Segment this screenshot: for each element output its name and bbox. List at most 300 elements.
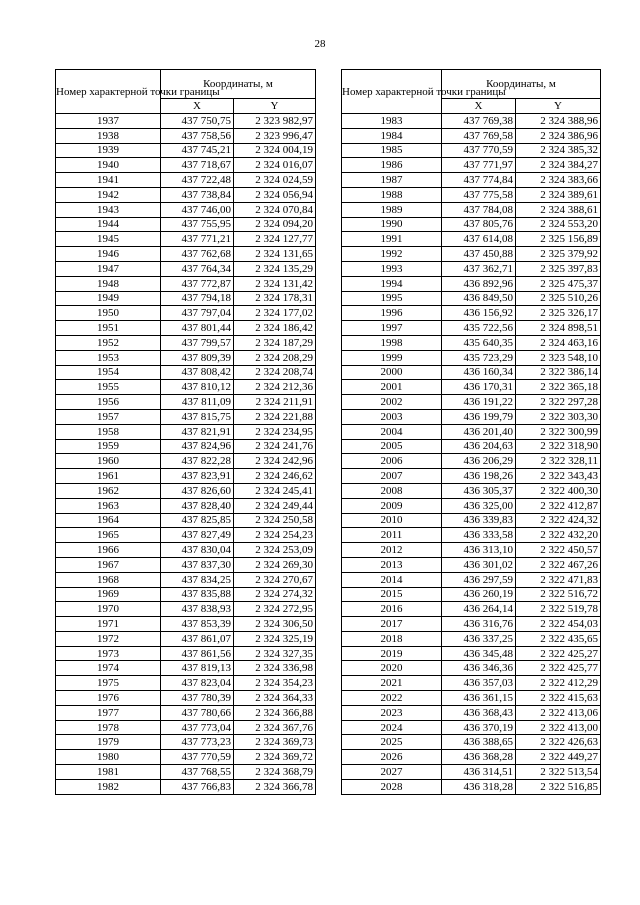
table-row <box>56 513 316 528</box>
x-coordinate-cell: 437 794,18 <box>161 291 234 306</box>
y-coordinate-cell: 2 324 369,72 <box>234 750 316 765</box>
x-coordinate-cell: 436 297,59 <box>442 572 516 587</box>
point-number-cell: 2011 <box>342 528 442 543</box>
x-coordinate-cell: 437 805,76 <box>442 217 516 232</box>
y-coordinate-cell: 2 322 516,72 <box>516 587 601 602</box>
table-row <box>342 483 601 498</box>
table-row <box>342 217 601 232</box>
x-coordinate-cell: 436 264,14 <box>442 602 516 617</box>
x-coordinate-cell: 437 762,68 <box>161 247 234 262</box>
table-row <box>56 424 316 439</box>
x-coordinate-cell: 437 772,87 <box>161 276 234 291</box>
table-row <box>342 661 601 676</box>
table-row <box>56 557 316 572</box>
point-number-cell: 2002 <box>342 395 442 410</box>
x-coordinate-cell: 435 722,56 <box>442 321 516 336</box>
x-coordinate-cell: 437 614,08 <box>442 232 516 247</box>
table-row <box>342 646 601 661</box>
point-number-cell: 2016 <box>342 602 442 617</box>
point-number-cell: 1949 <box>56 291 161 306</box>
y-coordinate-cell: 2 324 272,95 <box>234 602 316 617</box>
y-coordinate-cell: 2 324 004,19 <box>234 143 316 158</box>
x-coordinate-cell: 436 892,96 <box>442 276 516 291</box>
x-coordinate-cell: 437 750,75 <box>161 114 234 129</box>
x-coordinate-cell: 437 823,04 <box>161 676 234 691</box>
table-row <box>342 335 601 350</box>
point-number-cell: 2001 <box>342 380 442 395</box>
x-coordinate-cell: 436 156,92 <box>442 306 516 321</box>
x-coordinate-cell: 437 797,04 <box>161 306 234 321</box>
table-row <box>56 646 316 661</box>
point-number-cell: 2003 <box>342 409 442 424</box>
y-coordinate-cell: 2 324 212,36 <box>234 380 316 395</box>
y-coordinate-cell: 2 324 186,42 <box>234 321 316 336</box>
x-coordinate-cell: 437 718,67 <box>161 158 234 173</box>
y-coordinate-cell: 2 322 513,54 <box>516 765 601 780</box>
point-number-cell: 1998 <box>342 335 442 350</box>
table-row <box>342 409 601 424</box>
point-number-cell: 1952 <box>56 335 161 350</box>
point-number-cell: 1977 <box>56 705 161 720</box>
y-coordinate-cell: 2 324 898,51 <box>516 321 601 336</box>
point-number-cell: 2022 <box>342 691 442 706</box>
table-row <box>56 498 316 513</box>
point-number-cell: 1963 <box>56 498 161 513</box>
x-coordinate-cell: 437 773,23 <box>161 735 234 750</box>
y-coordinate-cell: 2 322 449,27 <box>516 750 601 765</box>
y-coordinate-cell: 2 324 325,19 <box>234 631 316 646</box>
table-row <box>56 350 316 365</box>
table-row <box>56 247 316 262</box>
y-coordinate-cell: 2 324 024,59 <box>234 173 316 188</box>
point-number-cell: 1983 <box>342 114 442 129</box>
table-row <box>342 676 601 691</box>
table-row <box>342 306 601 321</box>
table-row <box>56 114 316 129</box>
table-row <box>56 439 316 454</box>
x-coordinate-cell: 436 333,58 <box>442 528 516 543</box>
point-number-cell: 1975 <box>56 676 161 691</box>
y-coordinate-cell: 2 324 336,98 <box>234 661 316 676</box>
table-row <box>342 114 601 129</box>
x-coordinate-cell: 437 811,09 <box>161 395 234 410</box>
point-number-cell: 1956 <box>56 395 161 410</box>
x-coordinate-cell: 437 771,97 <box>442 158 516 173</box>
point-number-cell: 1990 <box>342 217 442 232</box>
point-number-cell: 2000 <box>342 365 442 380</box>
y-coordinate-cell: 2 324 327,35 <box>234 646 316 661</box>
y-coordinate-cell: 2 325 156,89 <box>516 232 601 247</box>
x-coordinate-cell: 436 849,50 <box>442 291 516 306</box>
x-coordinate-cell: 436 314,51 <box>442 765 516 780</box>
y-coordinate-cell: 2 324 306,50 <box>234 617 316 632</box>
x-coordinate-cell: 437 766,83 <box>161 779 234 794</box>
x-coordinate-cell: 437 780,66 <box>161 705 234 720</box>
y-coordinate-cell: 2 322 365,18 <box>516 380 601 395</box>
y-coordinate-cell: 2 324 016,07 <box>234 158 316 173</box>
x-coordinate-cell: 437 830,04 <box>161 543 234 558</box>
x-coordinate-cell: 437 799,57 <box>161 335 234 350</box>
x-coordinate-cell: 437 746,00 <box>161 202 234 217</box>
point-number-cell: 2025 <box>342 735 442 750</box>
y-coordinate-cell: 2 324 369,73 <box>234 735 316 750</box>
y-coordinate-cell: 2 324 388,96 <box>516 114 601 129</box>
point-number-cell: 1970 <box>56 602 161 617</box>
point-number-cell: 1951 <box>56 321 161 336</box>
y-coordinate-cell: 2 322 318,90 <box>516 439 601 454</box>
table-row <box>342 454 601 469</box>
point-number-cell: 2006 <box>342 454 442 469</box>
table-row <box>342 543 601 558</box>
point-number-cell: 1984 <box>342 128 442 143</box>
y-coordinate-cell: 2 324 254,23 <box>234 528 316 543</box>
x-column-header: X <box>161 99 234 114</box>
y-coordinate-cell: 2 322 454,03 <box>516 617 601 632</box>
x-coordinate-cell: 437 826,60 <box>161 483 234 498</box>
x-coordinate-cell: 437 861,56 <box>161 646 234 661</box>
point-number-cell: 1960 <box>56 454 161 469</box>
x-coordinate-cell: 437 808,42 <box>161 365 234 380</box>
y-coordinate-cell: 2 322 415,63 <box>516 691 601 706</box>
table-row <box>56 631 316 646</box>
table-row <box>342 291 601 306</box>
table-row <box>56 187 316 202</box>
y-coordinate-cell: 2 324 388,61 <box>516 202 601 217</box>
table-row <box>56 705 316 720</box>
y-coordinate-cell: 2 324 250,58 <box>234 513 316 528</box>
table-row <box>342 276 601 291</box>
y-coordinate-cell: 2 322 328,11 <box>516 454 601 469</box>
y-coordinate-cell: 2 322 471,83 <box>516 572 601 587</box>
y-coordinate-cell: 2 324 187,29 <box>234 335 316 350</box>
point-number-header: Номер характерной точки границы <box>342 70 442 114</box>
y-coordinate-cell: 2 322 425,77 <box>516 661 601 676</box>
point-number-cell: 1965 <box>56 528 161 543</box>
x-coordinate-cell: 437 768,55 <box>161 765 234 780</box>
table-row <box>56 261 316 276</box>
x-coordinate-cell: 436 370,19 <box>442 720 516 735</box>
table-row <box>342 187 601 202</box>
table-row <box>56 750 316 765</box>
y-coordinate-cell: 2 324 366,78 <box>234 779 316 794</box>
point-number-cell: 1988 <box>342 187 442 202</box>
x-coordinate-cell: 437 824,96 <box>161 439 234 454</box>
y-coordinate-cell: 2 324 208,74 <box>234 365 316 380</box>
y-coordinate-cell: 2 324 221,88 <box>234 409 316 424</box>
x-coordinate-cell: 436 313,10 <box>442 543 516 558</box>
y-coordinate-cell: 2 322 386,14 <box>516 365 601 380</box>
y-coordinate-cell: 2 324 211,91 <box>234 395 316 410</box>
table-row <box>56 483 316 498</box>
point-number-cell: 1940 <box>56 158 161 173</box>
table-row <box>56 217 316 232</box>
y-coordinate-cell: 2 324 127,77 <box>234 232 316 247</box>
x-coordinate-cell: 436 345,48 <box>442 646 516 661</box>
x-coordinate-cell: 436 339,83 <box>442 513 516 528</box>
x-coordinate-cell: 436 199,79 <box>442 409 516 424</box>
point-number-cell: 1993 <box>342 261 442 276</box>
x-coordinate-cell: 436 318,28 <box>442 779 516 794</box>
point-number-cell: 1987 <box>342 173 442 188</box>
x-coordinate-cell: 437 771,21 <box>161 232 234 247</box>
table-row <box>56 232 316 247</box>
y-coordinate-cell: 2 324 241,76 <box>234 439 316 454</box>
point-number-cell: 1946 <box>56 247 161 262</box>
x-coordinate-cell: 436 357,03 <box>442 676 516 691</box>
y-coordinate-cell: 2 324 384,27 <box>516 158 601 173</box>
point-number-cell: 1995 <box>342 291 442 306</box>
table-body-left <box>56 114 316 795</box>
x-coordinate-cell: 436 170,31 <box>442 380 516 395</box>
y-coordinate-cell: 2 324 269,30 <box>234 557 316 572</box>
x-coordinate-cell: 437 838,93 <box>161 602 234 617</box>
point-number-cell: 1962 <box>56 483 161 498</box>
x-coordinate-cell: 437 745,21 <box>161 143 234 158</box>
y-coordinate-cell: 2 322 300,99 <box>516 424 601 439</box>
point-number-cell: 1950 <box>56 306 161 321</box>
point-number-cell: 1972 <box>56 631 161 646</box>
point-number-cell: 2024 <box>342 720 442 735</box>
y-coordinate-cell: 2 324 245,41 <box>234 483 316 498</box>
point-number-cell: 1999 <box>342 350 442 365</box>
table-row <box>56 469 316 484</box>
table-row <box>56 321 316 336</box>
point-number-cell: 2014 <box>342 572 442 587</box>
point-number-cell: 1982 <box>56 779 161 794</box>
point-number-cell: 1971 <box>56 617 161 632</box>
y-coordinate-cell: 2 324 070,84 <box>234 202 316 217</box>
y-coordinate-cell: 2 324 389,61 <box>516 187 601 202</box>
y-coordinate-cell: 2 324 553,20 <box>516 217 601 232</box>
point-number-cell: 1961 <box>56 469 161 484</box>
y-coordinate-cell: 2 325 475,37 <box>516 276 601 291</box>
table-row <box>56 365 316 380</box>
y-coordinate-cell: 2 322 400,30 <box>516 483 601 498</box>
x-coordinate-cell: 436 206,29 <box>442 454 516 469</box>
point-number-cell: 1948 <box>56 276 161 291</box>
table-row <box>56 572 316 587</box>
y-coordinate-cell: 2 322 413,06 <box>516 705 601 720</box>
x-coordinate-cell: 436 198,26 <box>442 469 516 484</box>
y-coordinate-cell: 2 324 208,29 <box>234 350 316 365</box>
point-number-cell: 2018 <box>342 631 442 646</box>
x-coordinate-cell: 436 160,34 <box>442 365 516 380</box>
y-coordinate-cell: 2 324 386,96 <box>516 128 601 143</box>
table-row <box>342 321 601 336</box>
table-row <box>56 765 316 780</box>
table-row <box>342 735 601 750</box>
table-row <box>56 306 316 321</box>
x-column-header: X <box>442 99 516 114</box>
point-number-cell: 1986 <box>342 158 442 173</box>
point-number-cell: 1947 <box>56 261 161 276</box>
table-row <box>342 498 601 513</box>
point-number-cell: 2023 <box>342 705 442 720</box>
x-coordinate-cell: 436 201,40 <box>442 424 516 439</box>
y-coordinate-cell: 2 324 366,88 <box>234 705 316 720</box>
table-row <box>56 617 316 632</box>
y-coordinate-cell: 2 324 270,67 <box>234 572 316 587</box>
x-coordinate-cell: 436 368,28 <box>442 750 516 765</box>
x-coordinate-cell: 437 823,91 <box>161 469 234 484</box>
coordinates-header: Координаты, м <box>442 70 601 99</box>
table-row <box>342 247 601 262</box>
point-number-cell: 1945 <box>56 232 161 247</box>
y-coordinate-cell: 2 325 326,17 <box>516 306 601 321</box>
table-row <box>342 173 601 188</box>
x-coordinate-cell: 437 861,07 <box>161 631 234 646</box>
x-coordinate-cell: 437 834,25 <box>161 572 234 587</box>
point-number-cell: 1979 <box>56 735 161 750</box>
point-number-cell: 1992 <box>342 247 442 262</box>
point-number-cell: 2009 <box>342 498 442 513</box>
point-number-cell: 1969 <box>56 587 161 602</box>
point-number-cell: 1964 <box>56 513 161 528</box>
table-row <box>342 617 601 632</box>
table-row <box>56 202 316 217</box>
point-number-cell: 2017 <box>342 617 442 632</box>
point-number-cell: 2020 <box>342 661 442 676</box>
x-coordinate-cell: 436 325,00 <box>442 498 516 513</box>
table-row <box>342 691 601 706</box>
table-row <box>342 350 601 365</box>
point-number-cell: 2007 <box>342 469 442 484</box>
y-coordinate-cell: 2 325 379,92 <box>516 247 601 262</box>
table-row <box>342 261 601 276</box>
x-coordinate-cell: 435 723,29 <box>442 350 516 365</box>
y-column-header: Y <box>234 99 316 114</box>
point-number-cell: 1955 <box>56 380 161 395</box>
y-coordinate-cell: 2 325 510,26 <box>516 291 601 306</box>
table-row <box>56 779 316 794</box>
y-coordinate-cell: 2 324 177,02 <box>234 306 316 321</box>
x-coordinate-cell: 437 450,88 <box>442 247 516 262</box>
y-coordinate-cell: 2 322 432,20 <box>516 528 601 543</box>
table-row <box>342 158 601 173</box>
point-number-cell: 1991 <box>342 232 442 247</box>
point-number-cell: 2008 <box>342 483 442 498</box>
point-number-header: Номер характерной точки границы <box>56 70 161 114</box>
y-coordinate-cell: 2 324 242,96 <box>234 454 316 469</box>
x-coordinate-cell: 437 827,49 <box>161 528 234 543</box>
table-row <box>342 513 601 528</box>
table-row <box>342 439 601 454</box>
table-row <box>342 202 601 217</box>
y-coordinate-cell: 2 322 450,57 <box>516 543 601 558</box>
y-coordinate-cell: 2 324 094,20 <box>234 217 316 232</box>
point-number-cell: 1996 <box>342 306 442 321</box>
coordinates-table-right <box>341 69 601 795</box>
y-coordinate-cell: 2 322 297,28 <box>516 395 601 410</box>
x-coordinate-cell: 437 780,39 <box>161 691 234 706</box>
y-coordinate-cell: 2 324 368,79 <box>234 765 316 780</box>
point-number-cell: 1942 <box>56 187 161 202</box>
point-number-cell: 1937 <box>56 114 161 129</box>
x-coordinate-cell: 437 809,39 <box>161 350 234 365</box>
table-row <box>56 661 316 676</box>
y-coordinate-cell: 2 324 178,31 <box>234 291 316 306</box>
point-number-cell: 2021 <box>342 676 442 691</box>
y-coordinate-cell: 2 323 982,97 <box>234 114 316 129</box>
x-coordinate-cell: 436 388,65 <box>442 735 516 750</box>
table-row <box>342 705 601 720</box>
point-number-cell: 1938 <box>56 128 161 143</box>
y-coordinate-cell: 2 325 397,83 <box>516 261 601 276</box>
x-coordinate-cell: 437 738,84 <box>161 187 234 202</box>
x-coordinate-cell: 437 769,58 <box>442 128 516 143</box>
x-coordinate-cell: 436 260,19 <box>442 587 516 602</box>
x-coordinate-cell: 437 773,04 <box>161 720 234 735</box>
x-coordinate-cell: 437 755,95 <box>161 217 234 232</box>
point-number-cell: 1957 <box>56 409 161 424</box>
y-coordinate-cell: 2 322 303,30 <box>516 409 601 424</box>
x-coordinate-cell: 437 815,75 <box>161 409 234 424</box>
table-row <box>342 143 601 158</box>
y-coordinate-cell: 2 324 234,95 <box>234 424 316 439</box>
point-number-cell: 2028 <box>342 779 442 794</box>
y-coordinate-cell: 2 324 385,32 <box>516 143 601 158</box>
point-number-cell: 1976 <box>56 691 161 706</box>
x-coordinate-cell: 437 853,39 <box>161 617 234 632</box>
y-coordinate-cell: 2 322 413,00 <box>516 720 601 735</box>
point-number-cell: 1978 <box>56 720 161 735</box>
x-coordinate-cell: 437 825,85 <box>161 513 234 528</box>
y-coordinate-cell: 2 324 131,65 <box>234 247 316 262</box>
point-number-cell: 1944 <box>56 217 161 232</box>
point-number-cell: 2019 <box>342 646 442 661</box>
table-row <box>56 173 316 188</box>
table-row <box>342 424 601 439</box>
point-number-cell: 1968 <box>56 572 161 587</box>
x-coordinate-cell: 436 305,37 <box>442 483 516 498</box>
y-coordinate-cell: 2 323 548,10 <box>516 350 601 365</box>
table-row <box>56 158 316 173</box>
table-row <box>342 572 601 587</box>
x-coordinate-cell: 436 191,22 <box>442 395 516 410</box>
coordinates-header: Координаты, м <box>161 70 316 99</box>
y-coordinate-cell: 2 324 246,62 <box>234 469 316 484</box>
y-coordinate-cell: 2 324 249,44 <box>234 498 316 513</box>
table-row <box>56 128 316 143</box>
table-row <box>342 602 601 617</box>
table-row <box>56 454 316 469</box>
table-row <box>342 528 601 543</box>
point-number-cell: 1943 <box>56 202 161 217</box>
table-row <box>56 602 316 617</box>
table-row <box>56 335 316 350</box>
point-number-cell: 1958 <box>56 424 161 439</box>
y-coordinate-cell: 2 323 996,47 <box>234 128 316 143</box>
point-number-cell: 1985 <box>342 143 442 158</box>
point-number-cell: 2015 <box>342 587 442 602</box>
x-coordinate-cell: 437 770,59 <box>161 750 234 765</box>
y-column-header: Y <box>516 99 601 114</box>
x-coordinate-cell: 437 821,91 <box>161 424 234 439</box>
point-number-cell: 1941 <box>56 173 161 188</box>
y-coordinate-cell: 2 324 274,32 <box>234 587 316 602</box>
point-number-cell: 1954 <box>56 365 161 380</box>
y-coordinate-cell: 2 322 519,78 <box>516 602 601 617</box>
table-row <box>56 735 316 750</box>
x-coordinate-cell: 437 835,88 <box>161 587 234 602</box>
table-row <box>56 720 316 735</box>
x-coordinate-cell: 437 828,40 <box>161 498 234 513</box>
y-coordinate-cell: 2 324 131,42 <box>234 276 316 291</box>
x-coordinate-cell: 437 837,30 <box>161 557 234 572</box>
point-number-cell: 2005 <box>342 439 442 454</box>
point-number-cell: 1953 <box>56 350 161 365</box>
x-coordinate-cell: 437 775,58 <box>442 187 516 202</box>
